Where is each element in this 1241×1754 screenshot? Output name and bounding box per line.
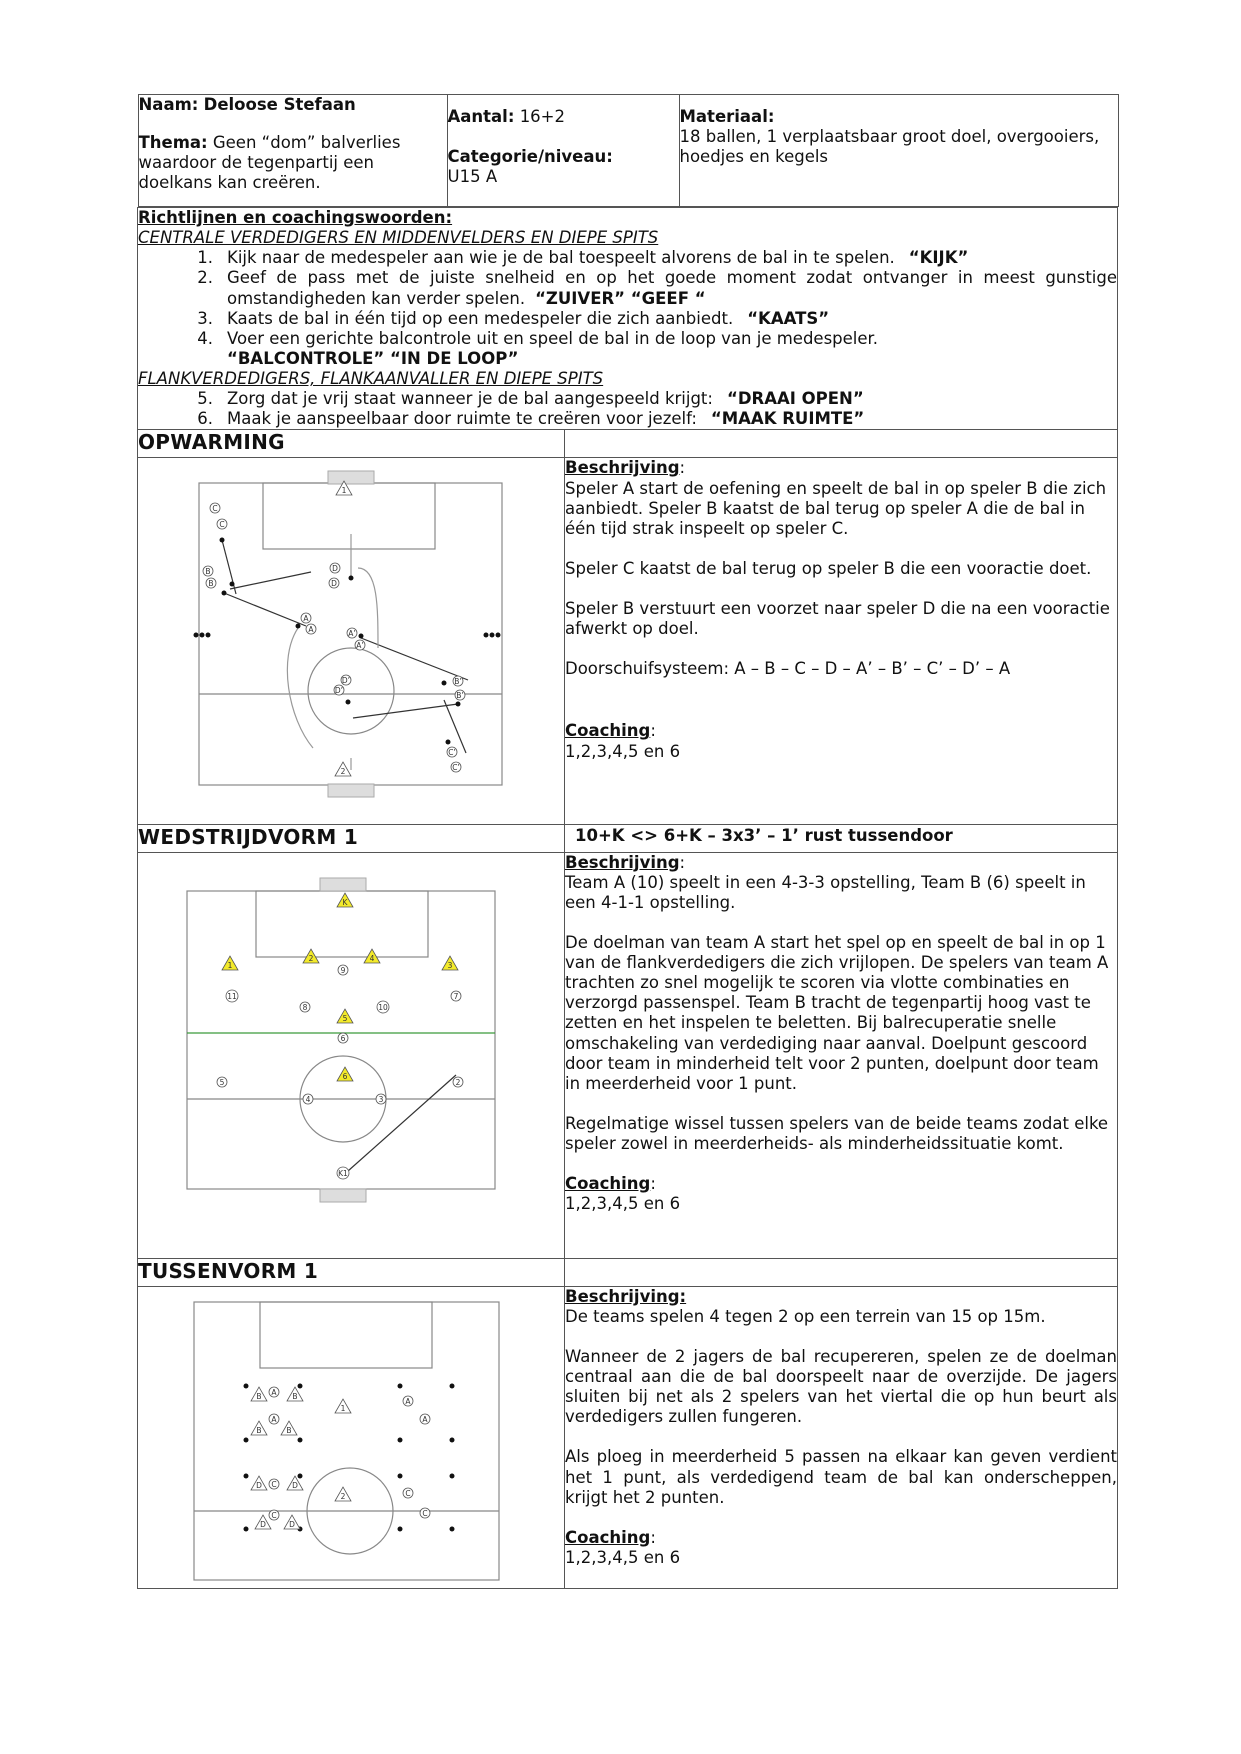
guidelines-list-2 — [138, 389, 1117, 429]
svg-text:C: C — [405, 1488, 411, 1498]
diagram-opwarming — [138, 458, 565, 818]
player-marker — [334, 685, 344, 695]
section-title-opwarming: OPWARMING — [138, 430, 565, 458]
svg-text:1: 1 — [227, 960, 233, 970]
svg-text:11: 11 — [227, 991, 237, 1001]
svg-text:A: A — [271, 1387, 277, 1397]
team-b-marker — [337, 1067, 353, 1081]
description-paragraph: Doorschuifsysteem: A – B – C – D – A’ – B’ – C’ – D’ – A — [565, 659, 1011, 679]
svg-text:6: 6 — [342, 1071, 348, 1081]
player-marker — [203, 566, 213, 576]
svg-text:D: D — [289, 1519, 295, 1529]
player-marker — [251, 1476, 267, 1490]
svg-text:C: C — [219, 520, 225, 530]
description-paragraph: Als ploeg in meerderheid 5 passen na elkaar kan geven verdient het 1 punt, als verdedigend team de bal kan onderscheppen, krijgt het 2 punten. — [565, 1447, 1117, 1507]
diagram-opwarming-cell — [138, 458, 565, 824]
svg-text:3: 3 — [378, 1094, 384, 1104]
svg-text:D: D — [260, 1519, 266, 1529]
goalkeeper-marker — [335, 1399, 351, 1413]
svg-text:3: 3 — [447, 960, 453, 970]
team-a-marker — [451, 991, 461, 1001]
goalkeeper-marker — [335, 1487, 351, 1501]
group-central: CENTRALE VERDEDIGERS EN MIDDENVELDERS EN DIEPE SPITS — [138, 228, 659, 248]
svg-text:D: D — [332, 564, 338, 574]
team-a-marker — [303, 1094, 313, 1104]
team-a-marker — [300, 1002, 310, 1012]
description-label: Beschrijving — [565, 458, 680, 478]
svg-text:D: D — [331, 579, 337, 589]
player-marker — [301, 613, 311, 623]
player-marker — [306, 624, 316, 634]
team-a-marker — [337, 1167, 349, 1179]
team-b-marker — [337, 1009, 353, 1023]
naam-cell — [138, 95, 447, 207]
svg-text:C: C — [212, 504, 218, 514]
svg-text:A: A — [405, 1396, 411, 1406]
svg-text:B: B — [292, 1391, 298, 1401]
player-marker — [420, 1508, 430, 1518]
description-wedstrijdvorm: Beschrijving: Team A (10) speelt in een 4-3-3 opstelling, Team B (6) speelt in een 4-1-1 opstelling. De doelman van team A start het spel op en speelt de bal in op 1 van de flankverdedigers die zich vrijlopen. De spelers van team A trachten zo snel mogelijk te scoren via vlotte combinaties en verzorgd passenspel. Team B tracht de tegenpartij hoog vast te zetten en het inspelen te beletten. Bij balrecuperatie snelle omschakeling van verdediging naar aanval. Doelpunt gescoord door team in minderheid telt voor 2 punten, doelpunt door team in meerderheid voor 1 punt. Regelmatige wissel tussen spelers van de beide teams zodat elke speler zowel in meerderheids- als minderheidssituatie komt. Coaching: 1,2,3,4,5 en 6 — [565, 852, 1118, 1258]
guideline-item: 5. Zorg dat je vrij staat wanneer je de bal aangespeeld krijgt: “DRAAI OPEN” — [197, 389, 864, 409]
materiaal-value: 18 ballen, 1 verplaatsbaar groot doel, overgooiers, hoedjes en kegels — [679, 127, 1100, 167]
player-marker — [217, 519, 227, 529]
svg-text:B: B — [256, 1425, 262, 1435]
training-sheet — [137, 94, 1117, 1589]
svg-text:8: 8 — [302, 1002, 308, 1012]
team-a-marker — [226, 990, 238, 1002]
svg-text:B’: B’ — [456, 691, 464, 701]
player-marker — [281, 1421, 297, 1435]
coaching-label: Coaching — [565, 721, 651, 741]
svg-text:C: C — [271, 1510, 277, 1520]
aantal-label: Aantal: — [447, 107, 515, 126]
player-marker — [269, 1479, 279, 1489]
aantal-value: 16+2 — [519, 107, 566, 126]
player-marker — [403, 1488, 413, 1498]
svg-text:4: 4 — [369, 953, 375, 963]
svg-text:5: 5 — [342, 1013, 348, 1023]
description-paragraph: Speler B verstuurt een voorzet naar speler D die na een vooractie afwerkt op doel. — [565, 599, 1110, 639]
svg-text:D: D — [292, 1480, 298, 1490]
team-a-marker — [217, 1077, 227, 1087]
guideline-item: 4. Voer een gerichte balcontrole uit en speel de bal in de loop van je medespeler. “BALCONTROLE” “IN DE LOOP” — [197, 328, 879, 368]
description-paragraph: De doelman van team A start het spel op en speelt de bal in op 1 van de flankverdedigers die zich vrijlopen. De spelers van team A trachten zo snel mogelijk te scoren via vlotte combinaties en verzorgd passenspel. Team B tracht de tegenpartij hoog vast te zetten en het inspelen te beletten. Bij balrecuperatie snelle omschakeling van verdediging naar aanval. Doelpunt gescoord door team in minderheid telt voor 2 punten, doelpunt door team in meerderheid voor 1 punt. — [565, 932, 1109, 1093]
section-title-wedstrijdvorm: WEDSTRIJDVORM 1 — [138, 824, 565, 852]
group-flank: FLANKVERDEDIGERS, FLANKAANVALLER EN DIEPE SPITS — [138, 369, 604, 388]
player-marker — [330, 563, 340, 573]
guideline-item: 2. Geef de pass met de juiste snelheid en op het goede moment zodat ontvanger in meest gunstige omstandigheden kan verder spelen. “ZUIVER” “GEEF “ — [197, 268, 1117, 308]
player-marker — [284, 1515, 300, 1529]
naam-value: Deloose Stefaan — [203, 95, 356, 114]
diagram-tussenvorm-cell — [138, 1286, 565, 1588]
svg-text:10: 10 — [378, 1002, 388, 1012]
svg-text:D: D — [256, 1480, 262, 1490]
svg-text:B: B — [256, 1391, 262, 1401]
player-marker — [206, 578, 216, 588]
description-paragraph: Team A (10) speelt in een 4-3-3 opstelling, Team B (6) speelt in een 4-1-1 opstelling. — [565, 872, 1086, 912]
coaching-label: Coaching — [565, 1174, 651, 1194]
svg-text:A: A — [303, 614, 309, 624]
section-title-tussenvorm: TUSSENVORM 1 — [138, 1258, 565, 1286]
svg-text:2: 2 — [340, 767, 346, 777]
player-marker — [420, 1414, 430, 1424]
team-a-marker — [376, 1094, 386, 1104]
svg-text:2: 2 — [455, 1077, 461, 1087]
team-b-marker — [222, 956, 238, 970]
description-tussenvorm: Beschrijving: De teams spelen 4 tegen 2 op een terrein van 15 op 15m. Wanneer de 2 jagers de bal recupereren, spelen ze de doelman centraal aan die de bal doorspeelt naar de overzijde. De jagers sluiten bij net als 2 spelers van het viertal die op hun beurt als verdedigers zullen fungeren. Als ploeg in meerderheid 5 passen na elkaar kan geven verdient het 1 punt, als verdedigend team de bal kan onderscheppen, krijgt het 2 punten. Coaching: 1,2,3,4,5 en 6 — [565, 1286, 1118, 1588]
svg-text:B’: B’ — [454, 677, 462, 687]
svg-text:4: 4 — [305, 1094, 311, 1104]
svg-text:K: K — [342, 897, 348, 907]
svg-text:C’: C’ — [452, 763, 460, 773]
thema-label: Thema: — [138, 133, 208, 153]
coaching-value: 1,2,3,4,5 en 6 — [565, 1547, 681, 1567]
team-a-marker — [338, 1033, 348, 1043]
svg-text:A: A — [308, 625, 314, 635]
player-marker — [403, 1396, 413, 1406]
svg-text:6: 6 — [340, 1033, 346, 1043]
player-marker — [251, 1387, 267, 1401]
team-b-marker — [364, 949, 380, 963]
svg-text:B: B — [286, 1425, 292, 1435]
team-b-marker — [337, 893, 353, 907]
svg-text:C’: C’ — [448, 748, 456, 758]
player-marker — [269, 1414, 279, 1424]
player-marker — [451, 762, 461, 772]
player-marker — [269, 1387, 279, 1397]
team-b-marker — [442, 956, 458, 970]
categorie-value: U15 A — [447, 167, 498, 187]
player-marker — [355, 640, 365, 650]
guideline-item: 6. Maak je aanspeelbaar door ruimte te creëren voor jezelf: “MAAK RUIMTE” — [197, 409, 865, 429]
svg-text:5: 5 — [219, 1077, 225, 1087]
diagram-wedstrijdvorm — [138, 853, 565, 1253]
svg-text:9: 9 — [340, 965, 346, 975]
section-subtitle-empty — [565, 1258, 1118, 1286]
svg-text:1: 1 — [341, 486, 347, 496]
svg-text:A: A — [271, 1414, 277, 1424]
svg-text:2: 2 — [308, 953, 314, 963]
team-a-marker — [377, 1001, 389, 1013]
guideline-item: 3. Kaats de bal in één tijd op een medespeler die zich aanbiedt. “KAATS” — [197, 308, 830, 328]
svg-text:1: 1 — [340, 1403, 346, 1413]
player-marker — [210, 503, 220, 513]
svg-text:A: A — [422, 1414, 428, 1424]
svg-text:C: C — [271, 1479, 277, 1489]
guidelines-cell — [138, 208, 1118, 430]
player-marker — [269, 1510, 279, 1520]
player-marker — [255, 1515, 271, 1529]
description-label: Beschrijving: — [565, 1286, 687, 1306]
team-b-marker — [303, 949, 319, 963]
svg-text:2: 2 — [340, 1491, 346, 1501]
svg-text:K1: K1 — [338, 1168, 348, 1178]
diagram-tussenvorm — [138, 1287, 565, 1583]
goalkeeper-marker — [335, 762, 351, 776]
coaching-value: 1,2,3,4,5 en 6 — [565, 1194, 681, 1214]
diagram-wedstrijdvorm-cell — [138, 852, 565, 1258]
svg-text:A’: A’ — [348, 629, 356, 639]
description-paragraph: De teams spelen 4 tegen 2 op een terrein van 15 op 15m. — [565, 1306, 1046, 1326]
player-marker — [287, 1387, 303, 1401]
session-table — [137, 94, 1118, 1589]
description-paragraph: Regelmatige wissel tussen spelers van de beide teams zodat elke speler zowel in meerderheids- als minderheidssituatie komt. — [565, 1113, 1109, 1153]
team-a-marker — [453, 1077, 463, 1087]
player-marker — [455, 690, 465, 700]
player-marker — [347, 628, 357, 638]
materiaal-cell — [679, 95, 1118, 207]
description-paragraph: Wanneer de 2 jagers de bal recupereren, spelen ze de doelman centraal aan die de bal doorspeelt naar de overzijde. De jagers sluiten bij net als 2 spelers van het viertal die op hun beurt als verdedigers zullen fungeren. — [565, 1346, 1117, 1427]
svg-text:D’: D’ — [334, 686, 344, 696]
player-marker — [341, 675, 351, 685]
guidelines-title: Richtlijnen en coachingswoorden: — [138, 208, 453, 227]
player-marker — [453, 676, 463, 686]
svg-text:D’: D’ — [341, 676, 351, 686]
section-subtitle-wedstrijdvorm: 10+K <> 6+K – 3x3’ – 1’ rust tussendoor — [565, 824, 1118, 852]
guidelines-list-1 — [138, 248, 1117, 369]
materiaal-label: Materiaal: — [679, 107, 775, 126]
description-paragraph: Speler A start de oefening en speelt de bal in op speler B die zich aanbiedt. Speler B kaatst de bal terug op speler A die de bal in één tijd strak inspeelt op speler C. — [565, 478, 1107, 538]
player-marker — [329, 578, 339, 588]
description-label: Beschrijving — [565, 852, 680, 872]
guideline-item: 1. Kijk naar de medespeler aan wie je de bal toespeelt alvorens de bal in te spelen. “KIJK” — [197, 248, 969, 268]
naam-label: Naam: — [138, 95, 199, 114]
categorie-label: Categorie/niveau: — [447, 147, 613, 167]
svg-text:B: B — [208, 579, 214, 589]
description-paragraph: Speler C kaatst de bal terug op speler B die een vooractie doet. — [565, 558, 1092, 578]
svg-text:C: C — [422, 1508, 428, 1518]
player-marker — [447, 747, 457, 757]
svg-text:7: 7 — [453, 991, 459, 1001]
header-table — [138, 94, 1119, 207]
aantal-cell — [447, 95, 679, 207]
coaching-value: 1,2,3,4,5 en 6 — [565, 741, 681, 761]
section-subtitle-empty — [565, 430, 1118, 458]
svg-text:A’: A’ — [356, 641, 364, 651]
thema-value: Geen “dom” balverlies waardoor de tegenpartij een doelkans kan creëren. — [138, 133, 401, 193]
svg-text:B: B — [205, 567, 211, 577]
team-a-marker — [338, 965, 348, 975]
description-opwarming: Beschrijving: Speler A start de oefening en speelt de bal in op speler B die zich aanbiedt. Speler B kaatst de bal terug op speler A die de bal in één tijd strak inspeelt op speler C. Speler C kaatst de bal terug op speler B die een vooractie doet. Speler B verstuurt een voorzet naar speler D die na een vooractie afwerkt op doel. Doorschuifsysteem: A – B – C – D – A’ – B’ – C’ – D’ – A Coaching: 1,2,3,4,5 en 6 — [565, 458, 1118, 824]
player-marker — [251, 1421, 267, 1435]
coaching-label: Coaching — [565, 1527, 651, 1547]
